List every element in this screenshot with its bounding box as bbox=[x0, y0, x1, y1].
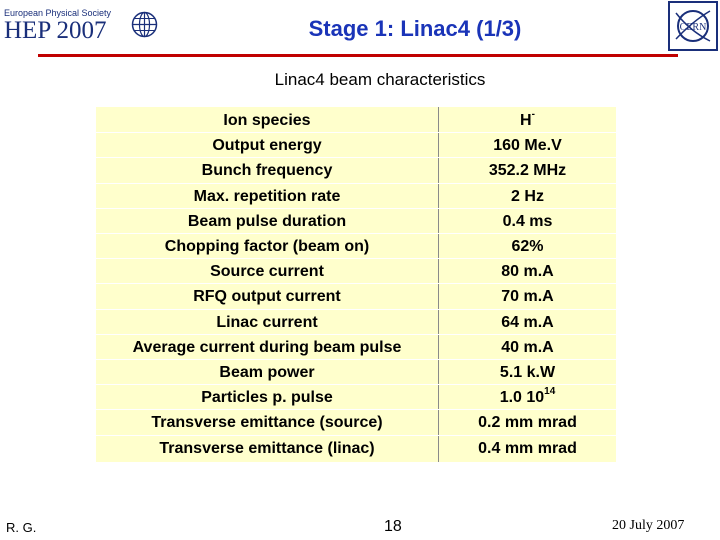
row-separator bbox=[96, 233, 616, 234]
parameter-name: Chopping factor (beam on) bbox=[164, 238, 370, 255]
row-separator bbox=[96, 208, 616, 209]
parameter-name: Max. repetition rate bbox=[193, 187, 341, 205]
value-text: 0.2 mm mrad bbox=[478, 414, 577, 432]
value-text: 64 m.A bbox=[501, 313, 554, 331]
row-separator bbox=[96, 283, 616, 284]
row-separator bbox=[96, 132, 616, 133]
row-separator bbox=[96, 157, 616, 158]
table-row bbox=[96, 209, 616, 234]
parameter-value bbox=[439, 339, 616, 357]
row-separator bbox=[96, 309, 616, 310]
table-row bbox=[96, 108, 616, 133]
value-text: 2 Hz bbox=[511, 187, 544, 205]
parameter-value bbox=[439, 162, 616, 180]
table-row bbox=[96, 335, 616, 360]
value-text: 160 Me.V bbox=[493, 137, 562, 155]
value-text: 1.0 10 bbox=[499, 389, 545, 407]
parameter-value bbox=[439, 314, 616, 332]
parameter-value bbox=[439, 414, 616, 432]
table-row bbox=[96, 436, 616, 461]
row-separator bbox=[96, 435, 616, 436]
page-title: Stage 1: Linac4 (1/3) bbox=[308, 16, 522, 41]
parameter-name: Particles p. pulse bbox=[201, 389, 333, 407]
beam-characteristics-table bbox=[96, 107, 616, 462]
cern-logo bbox=[668, 1, 718, 51]
parameter-value bbox=[439, 386, 616, 407]
row-separator bbox=[96, 258, 616, 259]
parameter-name: Linac current bbox=[216, 313, 318, 331]
value-superscript: - bbox=[531, 109, 535, 120]
table-row bbox=[96, 234, 616, 259]
parameter-value bbox=[439, 213, 616, 231]
parameter-value bbox=[439, 364, 616, 382]
parameter-name: Average current during beam pulse bbox=[132, 338, 402, 356]
globe-icon bbox=[131, 11, 158, 38]
value-text: H bbox=[520, 112, 532, 129]
table-row bbox=[96, 284, 616, 309]
table-row bbox=[96, 360, 616, 385]
date-label: 20 July 2007 bbox=[612, 518, 685, 533]
parameter-name: RFQ output current bbox=[193, 288, 341, 306]
row-separator bbox=[96, 384, 616, 385]
table-row bbox=[96, 158, 616, 183]
parameter-name: Beam power bbox=[219, 364, 315, 381]
header-divider bbox=[38, 54, 678, 57]
row-separator bbox=[96, 359, 616, 360]
table-row bbox=[96, 259, 616, 284]
value-superscript: 14 bbox=[544, 386, 556, 398]
row-separator bbox=[96, 334, 616, 335]
table-row bbox=[96, 410, 616, 435]
parameter-value bbox=[439, 188, 616, 206]
parameter-name: Source current bbox=[210, 263, 324, 281]
parameter-value bbox=[439, 263, 616, 281]
table-row bbox=[96, 385, 616, 410]
author-label: R. G. bbox=[6, 520, 37, 535]
value-text: 5.1 k.W bbox=[499, 364, 556, 381]
parameter-name: Transverse emittance (source) bbox=[151, 414, 383, 432]
value-text: 62% bbox=[511, 238, 544, 255]
parameter-value bbox=[439, 238, 616, 256]
parameter-value bbox=[439, 288, 616, 306]
parameter-value bbox=[439, 109, 616, 130]
value-text: 80 m.A bbox=[501, 263, 554, 281]
table-row bbox=[96, 184, 616, 209]
hep2007-logo bbox=[4, 8, 116, 42]
parameter-name: Ion species bbox=[223, 112, 311, 129]
page-number: 18 bbox=[384, 518, 402, 535]
parameter-name: Transverse emittance (linac) bbox=[159, 439, 375, 457]
value-text: 0.4 ms bbox=[502, 212, 553, 230]
parameter-value bbox=[439, 440, 616, 458]
value-text: 352.2 MHz bbox=[488, 162, 567, 180]
value-text: 0.4 mm mrad bbox=[478, 439, 577, 457]
society-label: European Physical Society bbox=[4, 8, 112, 18]
row-separator bbox=[96, 409, 616, 410]
value-text: 40 m.A bbox=[501, 338, 554, 356]
parameter-name: Bunch frequency bbox=[201, 162, 333, 180]
parameter-name: Beam pulse duration bbox=[187, 212, 347, 230]
row-separator bbox=[96, 183, 616, 184]
table-row bbox=[96, 310, 616, 335]
parameter-value bbox=[439, 137, 616, 155]
cern-label: CERN bbox=[679, 22, 707, 33]
value-text: 70 m.A bbox=[501, 288, 554, 306]
table-caption: Linac4 beam characteristics bbox=[274, 70, 486, 89]
hep-label: HEP 2007 bbox=[4, 17, 107, 44]
parameter-name: Output energy bbox=[212, 137, 322, 155]
table-row bbox=[96, 133, 616, 158]
